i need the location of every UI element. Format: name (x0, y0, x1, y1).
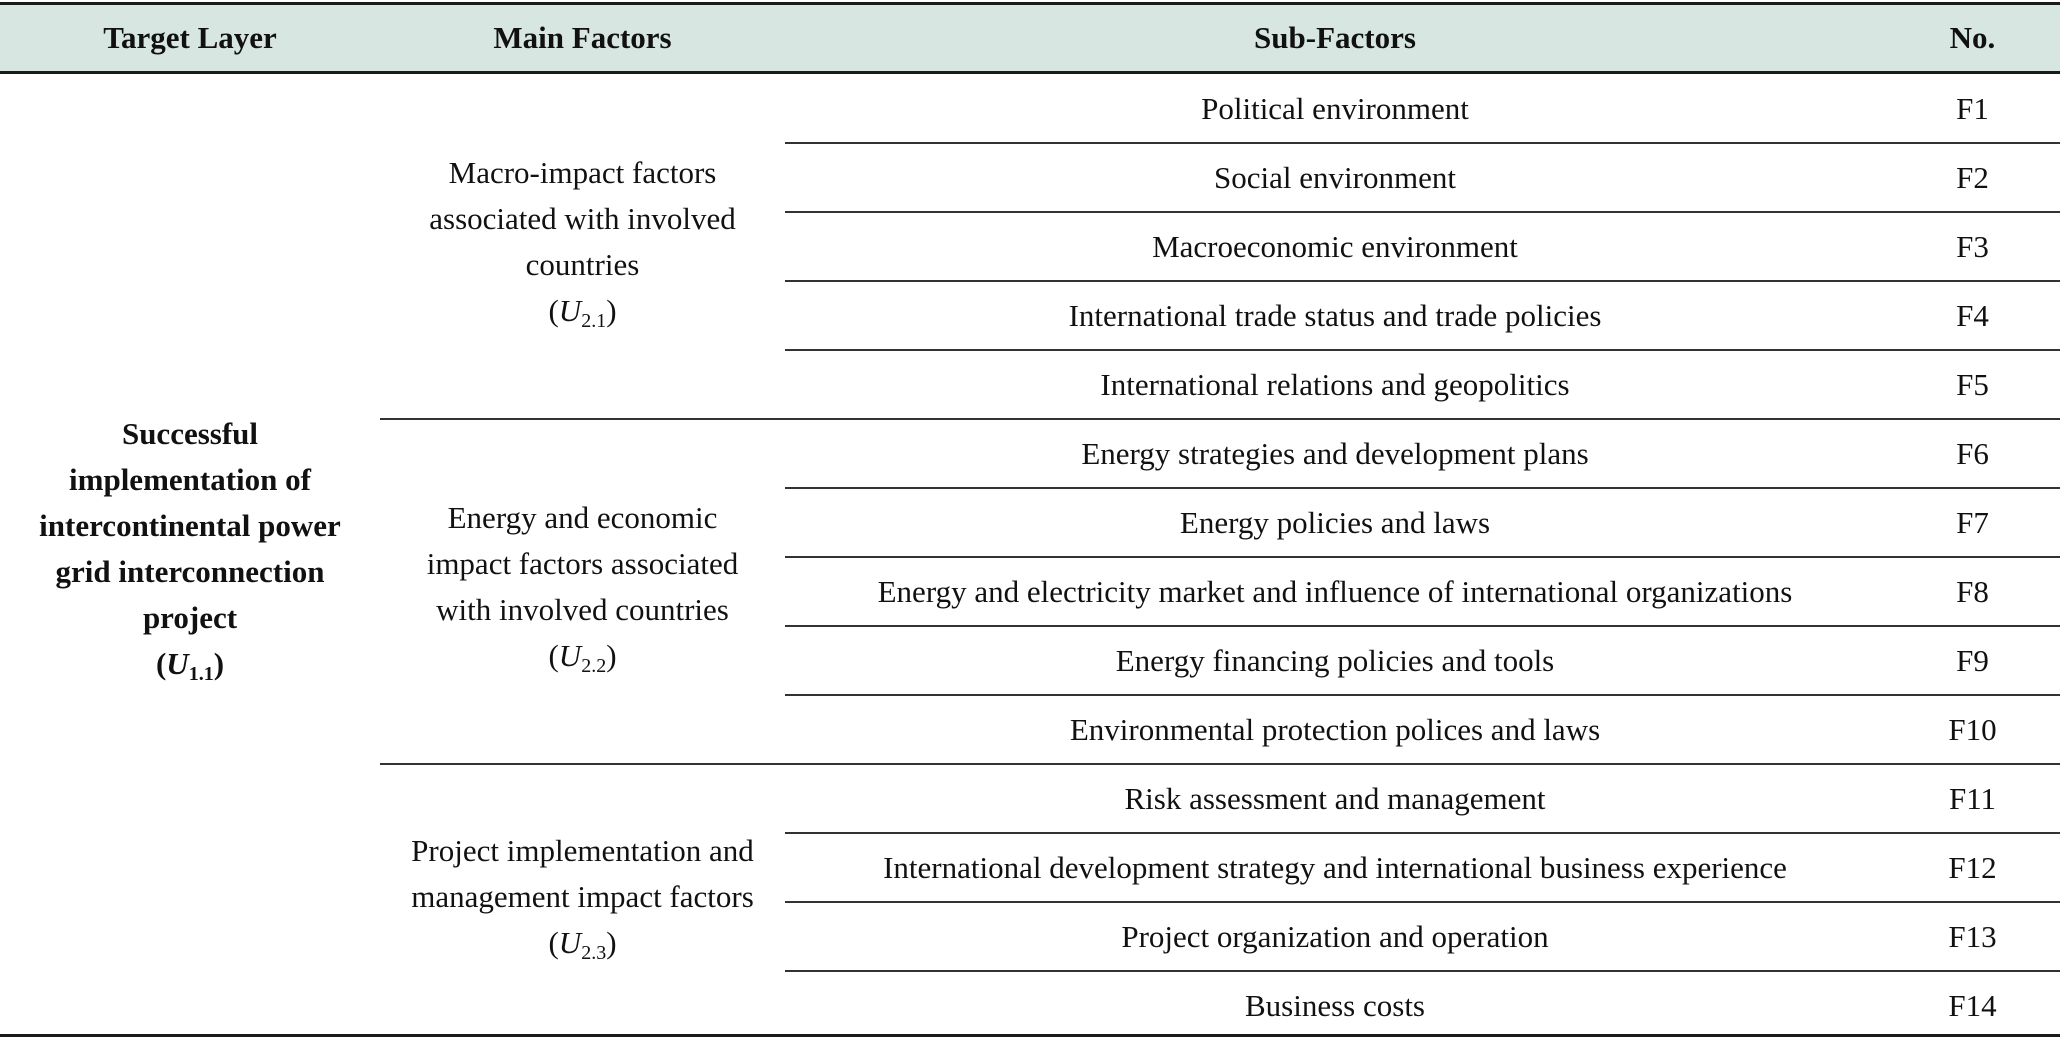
main-factor-symbol: $(U_{2.1})$ (548, 292, 617, 332)
sub-factor-cell: Energy and electricity market and influence of international organizations (877, 573, 1793, 609)
sub-factor-cell: Energy strategies and development plans (1081, 435, 1589, 471)
sub-factor-cell: Business costs (1245, 987, 1425, 1023)
target-symbol: $(U_{1.1})$ (155, 646, 225, 685)
main-factor-line: Energy and economic (447, 499, 718, 535)
factor-number-cell: F12 (1948, 849, 1997, 885)
factor-number-cell: F9 (1956, 642, 1989, 678)
main-factor-line: management impact factors (411, 879, 754, 914)
main-factor-symbol: $(U_{2.2})$ (548, 637, 617, 677)
header-sub-factors: Sub-Factors (1254, 20, 1416, 55)
sub-factor-cell: International trade status and trade policies (1068, 297, 1602, 333)
sub-factor-cell: Social environment (1214, 159, 1456, 195)
main-factor-line: Macro-impact factors (448, 154, 717, 190)
sub-factor-cell: Energy financing policies and tools (1115, 642, 1555, 678)
target-line: implementation of (69, 462, 311, 497)
header-no: No. (1949, 20, 1996, 55)
main-factor-line: impact factors associated (426, 545, 739, 581)
main-factor-line: countries (525, 246, 640, 282)
main-factor-line: Project implementation and (411, 833, 754, 868)
factor-number-cell: F8 (1956, 573, 1989, 609)
target-line: grid interconnection (55, 554, 325, 589)
main-factor-line: with involved countries (436, 591, 729, 627)
target-line: intercontinental power (39, 508, 341, 543)
target-layer-cell (0, 74, 380, 1034)
factor-number-cell: F14 (1948, 987, 1997, 1023)
bottom-rule (0, 1034, 2060, 1037)
factor-number-cell: F6 (1956, 435, 1989, 471)
factor-number-cell: F4 (1956, 297, 1989, 333)
sub-factor-cell: Project organization and operation (1121, 918, 1549, 954)
sub-factor-cell: Energy policies and laws (1179, 504, 1491, 540)
factor-number-cell: F5 (1956, 366, 1989, 402)
main-factor-cell (380, 419, 785, 764)
factor-number-cell: F1 (1956, 90, 1989, 126)
main-factor-line: associated with involved (429, 200, 736, 236)
sub-factor-cell: Risk assessment and management (1124, 780, 1546, 816)
main-factor-symbol: $(U_{2.3})$ (548, 925, 617, 964)
sub-factor-cell: Environmental protection polices and laws (1069, 711, 1601, 747)
sub-factor-cell: International development strategy and international business experience (883, 849, 1787, 885)
target-line: project (142, 600, 238, 635)
header-main-factors: Main Factors (493, 20, 672, 55)
target-line: Successful (121, 416, 259, 451)
main-factor-cell (380, 764, 785, 1040)
sub-factor-cell: Macroeconomic environment (1152, 228, 1518, 264)
main-factor-cell (380, 74, 785, 419)
factor-number-cell: F3 (1956, 228, 1989, 264)
sub-factor-cell: International relations and geopolitics (1100, 366, 1570, 402)
factor-number-cell: F10 (1948, 711, 1997, 747)
factor-number-cell: F7 (1956, 504, 1989, 540)
header-target-layer: Target Layer (103, 20, 277, 55)
factor-number-cell: F13 (1948, 918, 1997, 954)
sub-factor-cell: Political environment (1201, 90, 1469, 126)
factor-number-cell: F11 (1948, 780, 1997, 816)
factor-number-cell: F2 (1956, 159, 1989, 195)
